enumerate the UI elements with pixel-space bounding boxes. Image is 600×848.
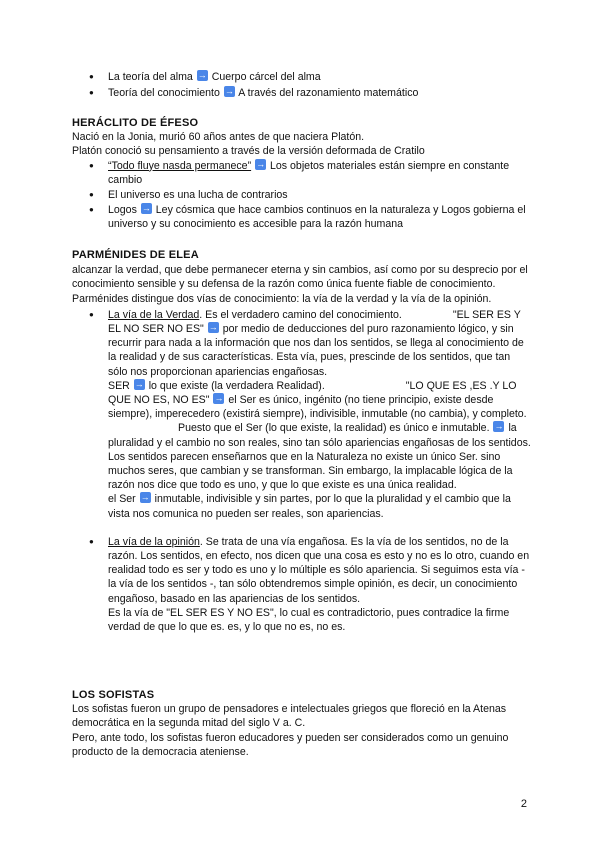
quote-text: "EL SER ES Y EL NO SER NO ES"	[108, 308, 521, 336]
parmenides-section	[72, 248, 532, 634]
paragraph: Es la vía de "EL SER ES Y NO ES", lo cual es contradictorio, pues contradice la firme verdad de que lo que es. es, y lo que no es, no es.	[108, 606, 510, 634]
item-text: Cuerpo cárcel del alma	[211, 71, 321, 83]
text: el Ser	[108, 493, 136, 506]
list-item	[72, 308, 532, 521]
arrow-right-icon	[134, 379, 145, 390]
list-item	[72, 86, 532, 100]
arrow-right-icon	[255, 159, 266, 170]
arrow-right-icon	[140, 492, 151, 503]
text: SER	[108, 379, 130, 392]
quote-text: "LO QUE ES ,ES .Y LO QUE NO ES, NO ES"	[108, 379, 517, 407]
paragraph: Pero, ante todo, los sofistas fueron educadores y pueden ser considerados como un genuino producto de la democracia ateniense.	[72, 731, 509, 758]
paragraph	[108, 308, 532, 379]
via-opinion-title: La vía de la opinión	[108, 535, 200, 548]
item-text: El universo es una lucha de contrarios	[108, 189, 288, 202]
paragraph	[108, 535, 532, 606]
arrow-right-icon	[493, 421, 504, 432]
arrow-right-icon	[213, 393, 224, 404]
item-text: Ley cósmica que hace cambios continuos en la naturaleza y Logos gobierna el universo y su conocimiento es accesible para la razón humana	[108, 204, 526, 231]
paragraph: alcanzar la verdad, que debe permanecer eterna y sin cambios, así como por su desprecio por el conocimiento sensible y su defensa de la razón como única fuente fiable de conocimiento. Parménides distingue dos vías de conocimiento: la vía de la verdad y la vía de la opinión.	[72, 264, 528, 305]
top-list	[72, 70, 532, 100]
list-item	[72, 70, 532, 84]
page-number: 2	[520, 798, 527, 810]
item-text: A través del razonamiento matemático	[238, 87, 419, 100]
paragraph: Platón conoció su pensamiento a través de la versión deformada de Cratilo	[72, 145, 425, 158]
arrow-right-icon	[224, 86, 235, 97]
arrow-right-icon	[197, 70, 208, 81]
arrow-right-icon	[141, 203, 152, 214]
paragraph: Nació en la Jonia, murió 60 años antes de que naciera Platón.	[72, 131, 365, 144]
paragraph	[108, 492, 532, 520]
quote-text: “Todo fluye nasda permanece”	[108, 159, 252, 172]
list-item	[72, 203, 532, 231]
item-text: La teoría del alma	[108, 71, 193, 83]
text: . Es el verdadero camino del conocimiento.	[199, 308, 402, 321]
item-text: Los objetos materiales están siempre en constante cambio	[108, 159, 510, 186]
text: la pluralidad y el cambio no son reales, sino tan sólo apariencias engañosas de los sentidos.	[108, 422, 531, 449]
text: lo que existe (la verdadera Realidad).	[148, 379, 325, 392]
arrow-right-icon	[208, 322, 219, 333]
sofistas-section	[72, 688, 532, 759]
section-heading: PARMÉNIDES DE ELEA	[72, 249, 199, 261]
via-verdad-title: La vía de la Verdad	[108, 308, 200, 321]
paragraph: Los sofistas fueron un grupo de pensadores e intelectuales griegos que floreció en la Atenas democrática en la segunda mitad del siglo V a. C.	[72, 703, 507, 730]
section-heading: HERÁCLITO DE ÉFESO	[72, 117, 199, 129]
paragraph: Los sentidos parecen enseñarnos que en la Naturaleza no existe un único Ser. sino muchos seres, que cambian y se transforman. Sin embargo, la implacable lógica de la razón nos dice que todo es uno, y que lo que existe es una única realidad.	[108, 450, 513, 492]
section-heading: LOS SOFISTAS	[72, 689, 155, 701]
text: por medio de deducciones del puro razonamiento lógico, y sin recurrir para nada a la información que nos dan los sentidos, se llega al conocimiento de la realidad y de sus características. Esta vía, pues, prescinde de los sentidos, que tan sólo nos proporcionan apariencias engañosas.	[108, 323, 524, 378]
text: Puesto que el Ser (lo que existe, la realidad) es único e inmutable.	[178, 422, 490, 435]
text: . Se trata de una vía engañosa. Es la vía de los sentidos, no de la razón. Los sentidos, en efecto, nos dicen que una cosa es esto y no es lo otro, cuando en realidad todo es ser y todo es uno y lo múltiple es sólo apariencia. Si seguimos esta vía - la vía de los sentidos -, tan sólo obtendremos simple opinión, es decir, un conocimiento engañoso, basado en las apariencias de los sentidos.	[108, 535, 530, 605]
list-item	[72, 535, 532, 634]
paragraph	[108, 379, 532, 450]
item-text: Logos	[108, 204, 137, 217]
text: inmutable, indivisible y sin partes, por lo que la pluralidad y el cambio que la vista nos comunica no pueden ser reales, son apariencias.	[108, 493, 511, 520]
list-item	[72, 159, 532, 187]
list-item	[72, 188, 532, 202]
text: el Ser es único, ingénito (no tiene principio, existe desde siempre), imperecedero (existirá siempre), indivisible, inmutable (no cambia), y completo.	[108, 394, 527, 421]
heraclito-section	[72, 116, 532, 232]
item-text: Teoría del conocimiento	[108, 87, 220, 100]
